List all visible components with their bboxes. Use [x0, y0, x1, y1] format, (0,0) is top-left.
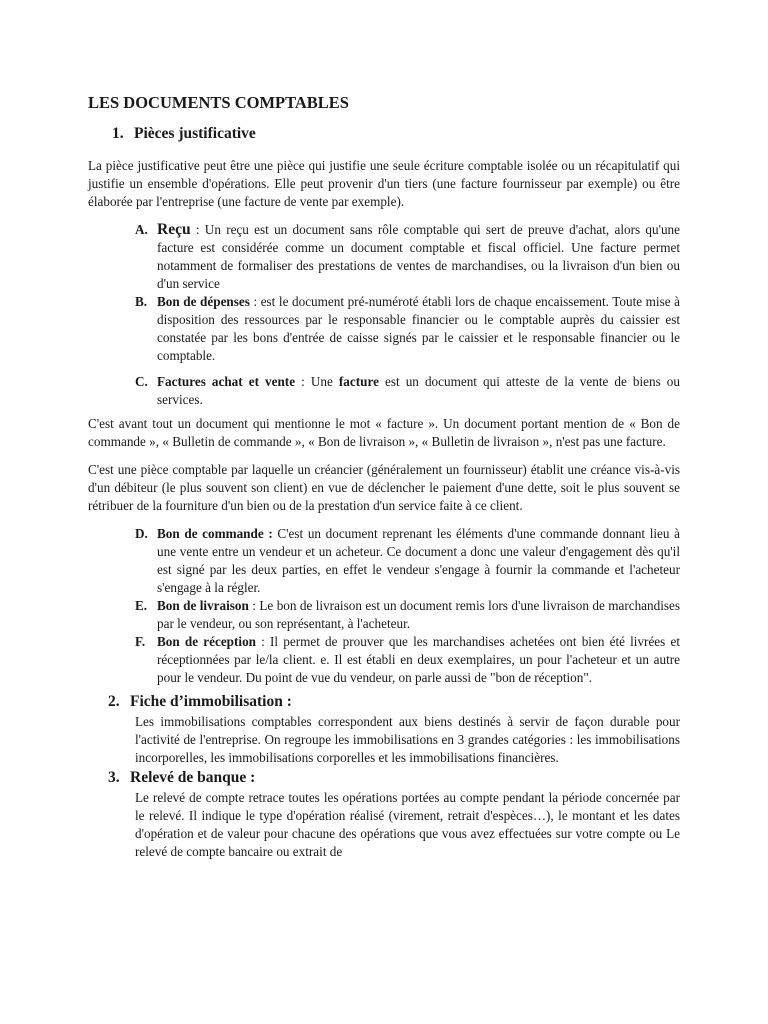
list-item-factures [135, 373, 680, 409]
list-item-body [157, 293, 680, 365]
section-title: Relevé de banque : [130, 769, 256, 786]
section-heading-releve-de-banque [108, 769, 680, 787]
list-letter: B. [135, 294, 148, 309]
list-item-bon-de-commande [135, 525, 680, 597]
releve-paragraph: Le relevé de compte retrace toutes les opérations portées au compte pendant la période concernée par le relevé. Il indique le type d'opération réalisé (virement, retrait d'espèces…), le montant et les dates d'opération et de valeur pour chacune des opérations que vous avez effectuées sur votre compte ou Le relevé de compte bancaire ou extrait de [135, 790, 680, 859]
definition-text: est un document qui atteste de la vente de biens ou services. [157, 374, 680, 407]
sub-list-d-f [88, 525, 680, 687]
facture-mention-paragraph: C'est avant tout un document qui mentionne le mot « facture ». Un document portant mention de « Bon de commande », « Bulletin de commande », « Bon de livraison », « Bulletin de livraison », n'est pas une facture. [88, 416, 680, 449]
list-item-bon-de-depenses [135, 293, 680, 365]
list-letter: C. [135, 374, 148, 389]
immobilisation-paragraph: Les immobilisations comptables correspondent aux biens destinés à servir de façon durable pour l'activité de l'entreprise. On regroupe les immobilisations en 3 grandes catégories : les immobilisations incorporelles, les immobilisations corporelles et les immobilisations financières. [135, 714, 680, 765]
list-item-bon-de-livraison [135, 597, 680, 633]
definition-text: : est le document pré-numéroté établi lors de chaque encaissement. Toute mise à disposition des ressources par le responsable financier ou le comptable auprès du caissier est constatée par les bons d'entrée de caisse signés par le caissier et le responsable financier ou le comptable. [157, 294, 680, 363]
list-item-body [157, 633, 680, 687]
section-heading-pieces-justificatives [112, 125, 680, 143]
list-item-recu [135, 221, 680, 293]
document-page [88, 94, 680, 863]
list-item-body [157, 373, 680, 409]
section-title: Fiche d’immobilisation : [130, 693, 292, 710]
list-letter: E. [135, 598, 148, 613]
term-bon-de-depenses: Bon de dépenses [157, 294, 250, 309]
list-letter: D. [135, 526, 148, 541]
list-item-body [157, 525, 680, 597]
piece-comptable-paragraph: C'est une pièce comptable par laquelle un créancier (généralement un fournisseur) établit une créance vis-à-vis d'un débiteur (le plus souvent son client) en vue de déclencher le paiement d'une dette, soit le plus souvent se rétribuer de la fourniture d'un bien ou de la prestation d'un service faite à ce client. [88, 462, 680, 513]
intro-paragraph: La pièce justificative peut être une pièce qui justifie une seule écriture comptable isolée ou un récapitulatif qui justifie un ensemble d'opérations. Elle peut provenir d'un tiers (une facture fournisseur par exemple) ou être élaborée par l'entreprise (une facture de vente par exemple). [88, 158, 680, 209]
definition-prefix: : Une [295, 374, 339, 389]
list-letter: F. [135, 634, 146, 649]
section-number: 3. [108, 769, 120, 786]
term-bon-de-livraison: Bon de livraison [157, 598, 249, 613]
definition-text: : Il permet de prouver que les marchandises achetées ont bien été livrées et réceptionnées par le/la client. e. Il est établi en deux exemplaires, un pour l'acheteur et un autre pour le vendeur. Du point de vue du vendeur, on parle aussi de "bon de réception". [157, 634, 680, 685]
section-heading-fiche-immobilisation [108, 693, 680, 711]
list-letter: A. [135, 222, 148, 237]
section-title: Pièces justificative [134, 125, 256, 142]
definition-text: : Un reçu est un document sans rôle comptable qui sert de preuve d'achat, alors qu'une facture est considérée comme un document comptable et fiscal officiel. Une facture permet notamment de formaliser des prestations de ventes de marchandises, ou la livraison d'un bien ou d'un service [157, 222, 680, 291]
definition-text: C'est un document reprenant les éléments d'une commande donnant lieu à une vente entre un vendeur et un acheteur. Ce document a donc une valeur d'engagement dès qu'il est signé par les deux parties, en effet le vendeur s'engage à fournir la commande et l'acheteur s'engage à la régler. [157, 526, 680, 595]
list-item-bon-de-reception [135, 633, 680, 687]
list-item-body [157, 221, 680, 293]
section-number: 2. [108, 693, 120, 710]
term-recu: Reçu [157, 221, 191, 238]
list-item-body [157, 597, 680, 633]
term-bon-de-reception: Bon de réception [157, 634, 256, 649]
term-facture: facture [338, 374, 379, 389]
definition-text: : Le bon de livraison est un document remis lors d'une livraison de marchandises par le vendeur, ou son représentant, à l'acheteur. [157, 598, 681, 631]
document-title: LES DOCUMENTS COMPTABLES [88, 93, 349, 112]
term-bon-de-commande: Bon de commande : [157, 526, 273, 541]
section-number: 1. [112, 125, 124, 142]
term-factures-achat-vente: Factures achat et vente [157, 374, 296, 389]
sub-list-a-c [88, 221, 680, 409]
